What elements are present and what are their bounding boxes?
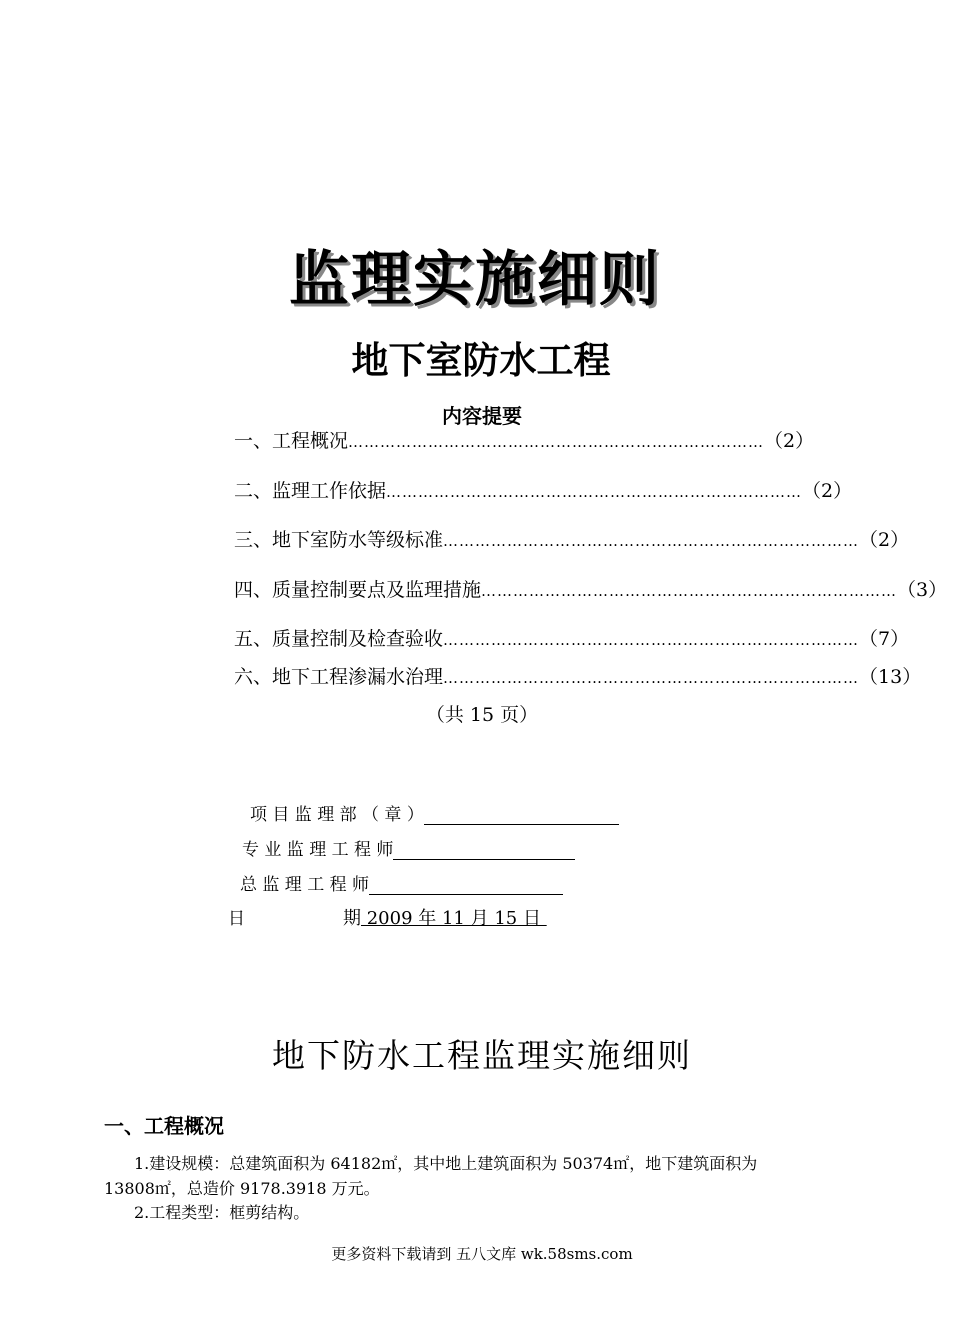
toc-heading: 内容提要 bbox=[442, 404, 522, 428]
date-row bbox=[343, 904, 547, 930]
footer-text: 更多资料下载请到 五八文库 wk.58sms.com bbox=[331, 1245, 633, 1263]
signature-chief-row bbox=[240, 870, 563, 895]
date-label-2: 期 bbox=[343, 908, 361, 929]
toc-item-title: 四、质量控制要点及监理措施 bbox=[234, 579, 482, 601]
signature-dept-row bbox=[250, 800, 619, 825]
toc-leader: …………………………………………………………………… bbox=[386, 483, 803, 501]
paragraph-scale-line-2: 13808㎡，总造价 9178.3918 万元。 bbox=[104, 1179, 380, 1198]
toc-item bbox=[234, 426, 815, 453]
toc-leader: …………………………………………………………………… bbox=[348, 433, 765, 451]
toc-item-title: 三、地下室防水等级标准 bbox=[234, 529, 444, 551]
toc-item-page: （3） bbox=[897, 579, 948, 601]
toc-item bbox=[234, 575, 948, 602]
signature-dept-label: 项 目 监 理 部 （ 章 ） bbox=[250, 805, 424, 825]
signature-chief-label: 总 监 理 工 程 师 bbox=[240, 875, 370, 895]
date-label-1: 日 bbox=[228, 909, 245, 929]
main-title: 监理实施细则 bbox=[289, 245, 661, 315]
date-value: 2009 年 11 月 15 日 bbox=[361, 908, 547, 929]
toc-item bbox=[234, 476, 853, 503]
toc-item-page: （13） bbox=[859, 666, 922, 688]
toc-leader: …………………………………………………………………… bbox=[443, 631, 860, 649]
paragraph-scale-line-1: 1.建设规模：总建筑面积为 64182㎡，其中地上建筑面积为 50374㎡，地下建筑面积为 bbox=[134, 1154, 758, 1173]
toc-leader: …………………………………………………………………… bbox=[443, 669, 860, 687]
toc-item-title: 五、质量控制及检查验收 bbox=[234, 628, 444, 650]
toc-item-page: （2） bbox=[764, 430, 815, 452]
toc-item bbox=[234, 624, 910, 651]
toc-item bbox=[234, 662, 922, 689]
toc-leader: …………………………………………………………………… bbox=[443, 532, 860, 550]
toc-item bbox=[234, 525, 910, 552]
toc-item-title: 一、工程概况 bbox=[234, 430, 349, 452]
total-pages: （共 15 页） bbox=[425, 704, 539, 726]
signature-engineer-line bbox=[393, 841, 575, 860]
toc-item-page: （2） bbox=[859, 529, 910, 551]
toc-item-title: 二、监理工作依据 bbox=[234, 480, 387, 502]
signature-dept-line bbox=[424, 806, 619, 825]
toc-item-page: （7） bbox=[859, 628, 910, 650]
toc-leader: …………………………………………………………………… bbox=[481, 582, 898, 600]
toc-item-title: 六、地下工程渗漏水治理 bbox=[234, 666, 444, 688]
sub-title: 地下室防水工程 bbox=[351, 339, 611, 382]
paragraph-type: 2.工程类型：框剪结构。 bbox=[134, 1203, 310, 1222]
toc-item-page: （2） bbox=[802, 480, 853, 502]
signature-engineer-row bbox=[242, 835, 575, 860]
heading-overview: 一、工程概况 bbox=[104, 1114, 224, 1138]
signature-engineer-label: 专 业 监 理 工 程 师 bbox=[242, 840, 394, 860]
section-title: 地下防水工程监理实施细则 bbox=[272, 1036, 692, 1075]
signature-chief-line bbox=[369, 876, 563, 895]
